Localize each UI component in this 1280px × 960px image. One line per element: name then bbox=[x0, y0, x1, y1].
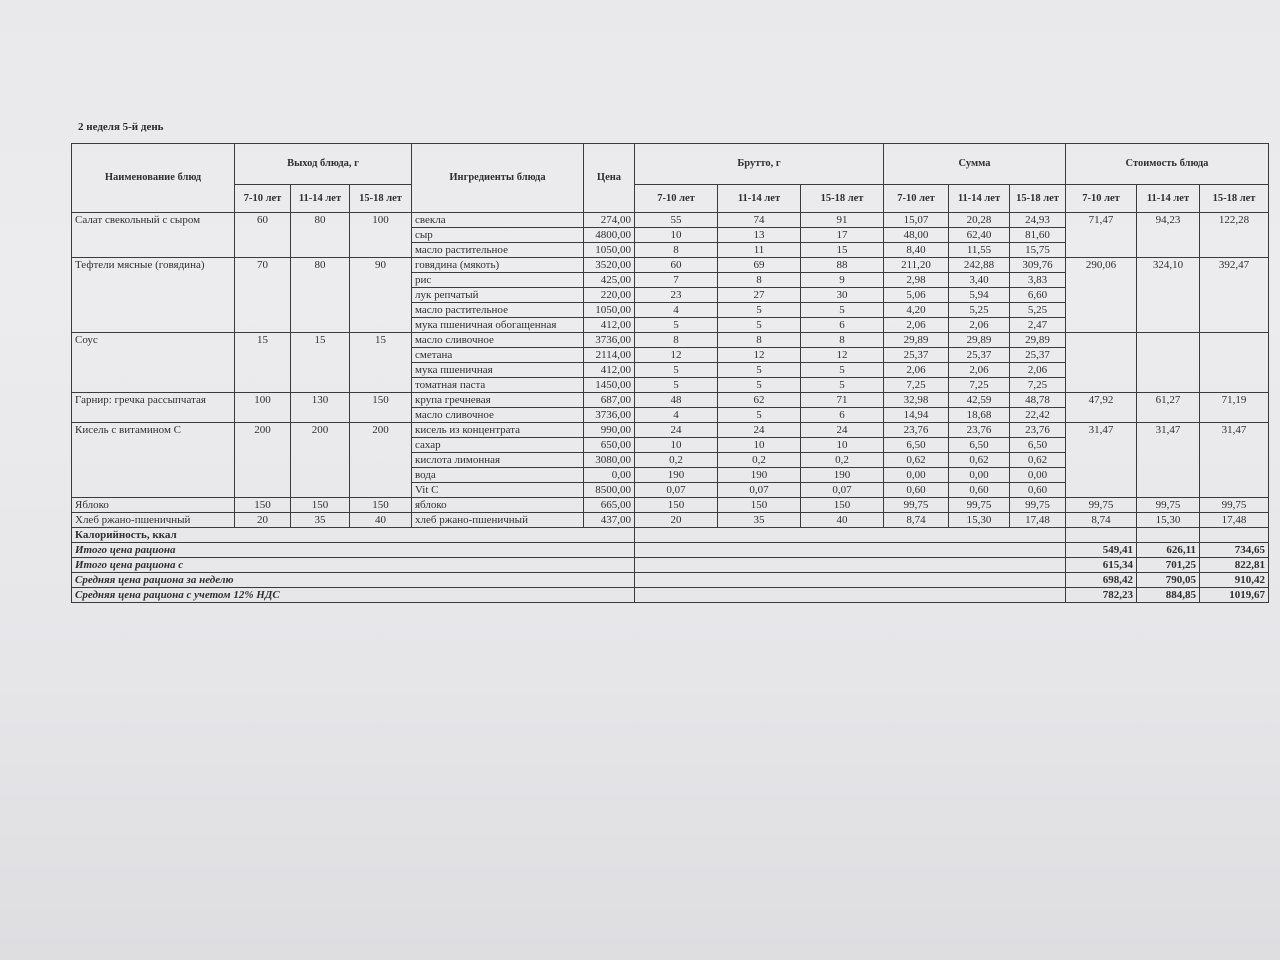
ingredient-price: 2114,00 bbox=[584, 348, 635, 363]
ingredient-price: 274,00 bbox=[584, 213, 635, 228]
ingredient-sum: 309,76 bbox=[1010, 258, 1066, 273]
summary-blank bbox=[635, 588, 1066, 603]
ingredient-brutto: 13 bbox=[718, 228, 801, 243]
dish-cost: 324,10 bbox=[1137, 258, 1200, 333]
table-row bbox=[72, 423, 1269, 438]
ingredient-sum: 2,06 bbox=[949, 318, 1010, 333]
ingredient-brutto: 190 bbox=[635, 468, 718, 483]
dish-cost: 71,19 bbox=[1200, 393, 1269, 423]
ingredient-brutto: 0,07 bbox=[801, 483, 884, 498]
ingredient-brutto: 4 bbox=[635, 303, 718, 318]
ingredient-price: 1050,00 bbox=[584, 243, 635, 258]
ingredient-name: рис bbox=[412, 273, 584, 288]
ingredient-brutto: 5 bbox=[635, 363, 718, 378]
summary-blank bbox=[635, 558, 1066, 573]
summary-row bbox=[72, 543, 1269, 558]
table-row bbox=[72, 498, 1269, 513]
ingredient-brutto: 8 bbox=[635, 243, 718, 258]
ingredient-price: 412,00 bbox=[584, 363, 635, 378]
ingredient-brutto: 190 bbox=[801, 468, 884, 483]
header-age: 15-18 лет bbox=[350, 185, 412, 213]
ingredient-brutto: 10 bbox=[718, 438, 801, 453]
summary-row bbox=[72, 528, 1269, 543]
ingredient-name: говядина (мякоть) bbox=[412, 258, 584, 273]
ingredient-brutto: 20 bbox=[635, 513, 718, 528]
ingredient-brutto: 5 bbox=[801, 363, 884, 378]
dish-yield: 130 bbox=[291, 393, 350, 423]
ingredient-brutto: 12 bbox=[718, 348, 801, 363]
ingredient-brutto: 5 bbox=[718, 363, 801, 378]
ingredient-brutto: 0,2 bbox=[718, 453, 801, 468]
ingredient-price: 220,00 bbox=[584, 288, 635, 303]
ingredient-brutto: 6 bbox=[801, 408, 884, 423]
ingredient-brutto: 17 bbox=[801, 228, 884, 243]
ingredient-name: кисель из концентрата bbox=[412, 423, 584, 438]
ingredient-brutto: 30 bbox=[801, 288, 884, 303]
summary-value bbox=[1200, 528, 1269, 543]
ingredient-name: Vit C bbox=[412, 483, 584, 498]
ingredient-sum: 2,98 bbox=[884, 273, 949, 288]
dish-cost: 61,27 bbox=[1137, 393, 1200, 423]
summary-value: 734,65 bbox=[1200, 543, 1269, 558]
dish-yield: 35 bbox=[291, 513, 350, 528]
dish-cost: 31,47 bbox=[1137, 423, 1200, 498]
ingredient-brutto: 24 bbox=[801, 423, 884, 438]
ingredient-brutto: 8 bbox=[635, 333, 718, 348]
ingredient-brutto: 88 bbox=[801, 258, 884, 273]
ingredient-sum: 0,60 bbox=[1010, 483, 1066, 498]
ingredient-name: сахар bbox=[412, 438, 584, 453]
ingredient-brutto: 62 bbox=[718, 393, 801, 408]
dish-cost: 99,75 bbox=[1066, 498, 1137, 513]
ingredient-brutto: 12 bbox=[635, 348, 718, 363]
summary-value bbox=[1066, 528, 1137, 543]
dish-name: Хлеб ржано-пшеничный bbox=[72, 513, 235, 528]
ingredient-brutto: 91 bbox=[801, 213, 884, 228]
dish-yield: 150 bbox=[350, 393, 412, 423]
ingredient-brutto: 69 bbox=[718, 258, 801, 273]
ingredient-name: масло сливочное bbox=[412, 333, 584, 348]
ingredient-price: 3736,00 bbox=[584, 408, 635, 423]
ingredient-sum: 242,88 bbox=[949, 258, 1010, 273]
dish-yield: 80 bbox=[291, 213, 350, 258]
ingredient-sum: 99,75 bbox=[949, 498, 1010, 513]
dish-cost: 15,30 bbox=[1137, 513, 1200, 528]
ingredient-sum: 4,20 bbox=[884, 303, 949, 318]
ingredient-sum: 5,94 bbox=[949, 288, 1010, 303]
ingredient-sum: 6,50 bbox=[1010, 438, 1066, 453]
ingredient-sum: 2,06 bbox=[949, 363, 1010, 378]
table-row bbox=[72, 213, 1269, 228]
dish-yield: 150 bbox=[291, 498, 350, 513]
ingredient-brutto: 0,07 bbox=[635, 483, 718, 498]
ingredient-brutto: 74 bbox=[718, 213, 801, 228]
dish-name: Соус bbox=[72, 333, 235, 393]
ingredient-name: масло растительное bbox=[412, 243, 584, 258]
ingredient-price: 3520,00 bbox=[584, 258, 635, 273]
ingredient-name: крупа гречневая bbox=[412, 393, 584, 408]
ingredient-brutto: 7 bbox=[635, 273, 718, 288]
header-yield: Выход блюда, г bbox=[235, 144, 412, 185]
header-age: 15-18 лет bbox=[801, 185, 884, 213]
ingredient-sum: 0,60 bbox=[884, 483, 949, 498]
ingredient-sum: 99,75 bbox=[1010, 498, 1066, 513]
table-row bbox=[72, 513, 1269, 528]
dish-yield: 90 bbox=[350, 258, 412, 333]
ingredient-sum: 17,48 bbox=[1010, 513, 1066, 528]
table-row bbox=[72, 333, 1269, 348]
summary-label: Средняя цена рациона за неделю bbox=[72, 573, 635, 588]
summary-value: 1019,67 bbox=[1200, 588, 1269, 603]
ingredient-price: 650,00 bbox=[584, 438, 635, 453]
dish-name: Яблоко bbox=[72, 498, 235, 513]
ingredient-sum: 15,30 bbox=[949, 513, 1010, 528]
ingredient-brutto: 9 bbox=[801, 273, 884, 288]
table-body bbox=[72, 213, 1269, 528]
dish-yield: 40 bbox=[350, 513, 412, 528]
ingredient-brutto: 10 bbox=[801, 438, 884, 453]
ingredient-sum: 62,40 bbox=[949, 228, 1010, 243]
ingredient-brutto: 8 bbox=[718, 273, 801, 288]
header-age: 15-18 лет bbox=[1010, 185, 1066, 213]
summary-value: 698,42 bbox=[1066, 573, 1137, 588]
ingredient-name: сыр bbox=[412, 228, 584, 243]
dish-yield: 15 bbox=[291, 333, 350, 393]
ingredient-sum: 0,60 bbox=[949, 483, 1010, 498]
ingredient-brutto: 11 bbox=[718, 243, 801, 258]
ingredient-sum: 29,89 bbox=[884, 333, 949, 348]
dish-cost: 17,48 bbox=[1200, 513, 1269, 528]
summary-blank bbox=[635, 528, 1066, 543]
ingredient-brutto: 8 bbox=[718, 333, 801, 348]
ingredient-price: 8500,00 bbox=[584, 483, 635, 498]
ingredient-brutto: 40 bbox=[801, 513, 884, 528]
ingredient-brutto: 10 bbox=[635, 438, 718, 453]
summary-row bbox=[72, 573, 1269, 588]
ingredient-sum: 0,00 bbox=[949, 468, 1010, 483]
dish-yield: 150 bbox=[235, 498, 291, 513]
ingredient-brutto: 4 bbox=[635, 408, 718, 423]
ingredient-sum: 0,62 bbox=[949, 453, 1010, 468]
dish-cost: 392,47 bbox=[1200, 258, 1269, 333]
dish-cost: 122,28 bbox=[1200, 213, 1269, 258]
ingredient-sum: 48,78 bbox=[1010, 393, 1066, 408]
ingredient-sum: 20,28 bbox=[949, 213, 1010, 228]
summary-value: 884,85 bbox=[1137, 588, 1200, 603]
dish-yield: 200 bbox=[235, 423, 291, 498]
table-row bbox=[72, 393, 1269, 408]
header-age: 7-10 лет bbox=[235, 185, 291, 213]
ingredient-sum: 23,76 bbox=[1010, 423, 1066, 438]
dish-cost bbox=[1200, 333, 1269, 393]
ingredient-name: вода bbox=[412, 468, 584, 483]
ingredient-sum: 5,25 bbox=[949, 303, 1010, 318]
ingredient-brutto: 5 bbox=[718, 318, 801, 333]
table-header-row bbox=[72, 144, 1269, 185]
dish-yield: 60 bbox=[235, 213, 291, 258]
ingredient-sum: 23,76 bbox=[949, 423, 1010, 438]
summary-row bbox=[72, 558, 1269, 573]
ingredient-brutto: 5 bbox=[718, 378, 801, 393]
ingredient-brutto: 150 bbox=[801, 498, 884, 513]
ingredient-sum: 0,00 bbox=[1010, 468, 1066, 483]
ingredient-sum: 2,06 bbox=[884, 363, 949, 378]
ingredient-price: 687,00 bbox=[584, 393, 635, 408]
ingredient-brutto: 10 bbox=[635, 228, 718, 243]
dish-yield: 200 bbox=[291, 423, 350, 498]
summary-value: 626,11 bbox=[1137, 543, 1200, 558]
summary-value bbox=[1137, 528, 1200, 543]
ingredient-brutto: 15 bbox=[801, 243, 884, 258]
ingredient-brutto: 190 bbox=[718, 468, 801, 483]
dish-yield: 150 bbox=[350, 498, 412, 513]
ingredient-brutto: 0,2 bbox=[801, 453, 884, 468]
header-age: 11-14 лет bbox=[1137, 185, 1200, 213]
dish-name: Салат свекольный с сыром bbox=[72, 213, 235, 258]
header-brutto: Брутто, г bbox=[635, 144, 884, 185]
dish-cost bbox=[1137, 333, 1200, 393]
ingredient-sum: 0,62 bbox=[1010, 453, 1066, 468]
dish-yield: 20 bbox=[235, 513, 291, 528]
ingredient-sum: 24,93 bbox=[1010, 213, 1066, 228]
ingredient-sum: 3,40 bbox=[949, 273, 1010, 288]
ingredient-sum: 11,55 bbox=[949, 243, 1010, 258]
ingredient-sum: 25,37 bbox=[949, 348, 1010, 363]
dish-cost: 31,47 bbox=[1066, 423, 1137, 498]
ingredient-brutto: 8 bbox=[801, 333, 884, 348]
header-price: Цена bbox=[584, 144, 635, 213]
ingredient-price: 665,00 bbox=[584, 498, 635, 513]
ingredient-brutto: 6 bbox=[801, 318, 884, 333]
dish-cost: 71,47 bbox=[1066, 213, 1137, 258]
ingredient-sum: 15,75 bbox=[1010, 243, 1066, 258]
summary-value: 822,81 bbox=[1200, 558, 1269, 573]
ingredient-brutto: 5 bbox=[801, 303, 884, 318]
summary-value: 701,25 bbox=[1137, 558, 1200, 573]
dish-yield: 200 bbox=[350, 423, 412, 498]
header-age: 11-14 лет bbox=[291, 185, 350, 213]
header-cost: Стоимость блюда bbox=[1066, 144, 1269, 185]
ingredient-sum: 7,25 bbox=[949, 378, 1010, 393]
summary-row bbox=[72, 588, 1269, 603]
ingredient-brutto: 60 bbox=[635, 258, 718, 273]
ingredient-sum: 14,94 bbox=[884, 408, 949, 423]
table-subheader-row bbox=[72, 185, 1269, 213]
summary-blank bbox=[635, 543, 1066, 558]
header-age: 11-14 лет bbox=[718, 185, 801, 213]
summary-value: 910,42 bbox=[1200, 573, 1269, 588]
header-age: 11-14 лет bbox=[949, 185, 1010, 213]
ingredient-sum: 2,47 bbox=[1010, 318, 1066, 333]
ingredient-price: 1050,00 bbox=[584, 303, 635, 318]
ingredient-price: 412,00 bbox=[584, 318, 635, 333]
ingredient-brutto: 5 bbox=[718, 408, 801, 423]
ingredient-sum: 22,42 bbox=[1010, 408, 1066, 423]
header-age: 7-10 лет bbox=[1066, 185, 1137, 213]
ingredient-brutto: 5 bbox=[801, 378, 884, 393]
ingredient-sum: 0,00 bbox=[884, 468, 949, 483]
ingredient-price: 990,00 bbox=[584, 423, 635, 438]
ingredient-name: сметана bbox=[412, 348, 584, 363]
ingredient-sum: 25,37 bbox=[1010, 348, 1066, 363]
ingredient-brutto: 71 bbox=[801, 393, 884, 408]
ingredient-sum: 6,60 bbox=[1010, 288, 1066, 303]
dish-yield: 80 bbox=[291, 258, 350, 333]
ingredient-price: 4800,00 bbox=[584, 228, 635, 243]
ingredient-brutto: 35 bbox=[718, 513, 801, 528]
ingredient-brutto: 150 bbox=[718, 498, 801, 513]
summary-blank bbox=[635, 573, 1066, 588]
dish-cost: 99,75 bbox=[1200, 498, 1269, 513]
ingredient-price: 3080,00 bbox=[584, 453, 635, 468]
dish-cost: 47,92 bbox=[1066, 393, 1137, 423]
ingredient-sum: 7,25 bbox=[884, 378, 949, 393]
ingredient-sum: 6,50 bbox=[949, 438, 1010, 453]
summary-label: Итого цена рациона с bbox=[72, 558, 635, 573]
ingredient-sum: 42,59 bbox=[949, 393, 1010, 408]
ingredient-name: мука пшеничная обогащенная bbox=[412, 318, 584, 333]
table-row bbox=[72, 258, 1269, 273]
dish-cost: 99,75 bbox=[1137, 498, 1200, 513]
ingredient-sum: 0,62 bbox=[884, 453, 949, 468]
header-dish: Наименование блюд bbox=[72, 144, 235, 213]
ingredient-name: хлеб ржано-пшеничный bbox=[412, 513, 584, 528]
header-age: 15-18 лет bbox=[1200, 185, 1269, 213]
ingredient-sum: 7,25 bbox=[1010, 378, 1066, 393]
ingredient-sum: 5,06 bbox=[884, 288, 949, 303]
dish-name: Кисель с витамином С bbox=[72, 423, 235, 498]
ingredient-name: лук репчатый bbox=[412, 288, 584, 303]
dish-cost bbox=[1066, 333, 1137, 393]
ingredient-sum: 29,89 bbox=[1010, 333, 1066, 348]
ingredient-brutto: 5 bbox=[635, 378, 718, 393]
dish-name: Тефтели мясные (говядина) bbox=[72, 258, 235, 333]
dish-yield: 100 bbox=[235, 393, 291, 423]
summary-value: 790,05 bbox=[1137, 573, 1200, 588]
ingredient-sum: 99,75 bbox=[884, 498, 949, 513]
dish-cost: 290,06 bbox=[1066, 258, 1137, 333]
ingredient-brutto: 150 bbox=[635, 498, 718, 513]
ingredient-brutto: 0,2 bbox=[635, 453, 718, 468]
ingredient-sum: 18,68 bbox=[949, 408, 1010, 423]
dish-yield: 100 bbox=[350, 213, 412, 258]
document-title: 2 неделя 5-й день bbox=[78, 121, 164, 133]
dish-name: Гарнир: гречка рассыпчатая bbox=[72, 393, 235, 423]
summary-value: 782,23 bbox=[1066, 588, 1137, 603]
dish-cost: 8,74 bbox=[1066, 513, 1137, 528]
ingredient-brutto: 27 bbox=[718, 288, 801, 303]
ingredient-brutto: 12 bbox=[801, 348, 884, 363]
ingredient-brutto: 24 bbox=[718, 423, 801, 438]
ingredient-sum: 25,37 bbox=[884, 348, 949, 363]
ingredient-name: масло растительное bbox=[412, 303, 584, 318]
ingredient-brutto: 5 bbox=[635, 318, 718, 333]
menu-cost-table bbox=[71, 143, 1269, 603]
header-ingredients: Ингредиенты блюда bbox=[412, 144, 584, 213]
ingredient-price: 437,00 bbox=[584, 513, 635, 528]
header-sum: Сумма bbox=[884, 144, 1066, 185]
summary-label: Калорийность, ккал bbox=[72, 528, 635, 543]
ingredient-brutto: 48 bbox=[635, 393, 718, 408]
ingredient-price: 3736,00 bbox=[584, 333, 635, 348]
ingredient-price: 425,00 bbox=[584, 273, 635, 288]
summary-body bbox=[72, 528, 1269, 603]
ingredient-sum: 8,74 bbox=[884, 513, 949, 528]
ingredient-sum: 81,60 bbox=[1010, 228, 1066, 243]
ingredient-price: 0,00 bbox=[584, 468, 635, 483]
header-age: 7-10 лет bbox=[635, 185, 718, 213]
ingredient-name: кислота лимонная bbox=[412, 453, 584, 468]
ingredient-name: свекла bbox=[412, 213, 584, 228]
ingredient-sum: 8,40 bbox=[884, 243, 949, 258]
ingredient-sum: 6,50 bbox=[884, 438, 949, 453]
ingredient-sum: 15,07 bbox=[884, 213, 949, 228]
dish-cost: 31,47 bbox=[1200, 423, 1269, 498]
ingredient-name: масло сливочное bbox=[412, 408, 584, 423]
ingredient-brutto: 0,07 bbox=[718, 483, 801, 498]
ingredient-sum: 2,06 bbox=[884, 318, 949, 333]
dish-yield: 70 bbox=[235, 258, 291, 333]
ingredient-price: 1450,00 bbox=[584, 378, 635, 393]
ingredient-sum: 48,00 bbox=[884, 228, 949, 243]
summary-value: 615,34 bbox=[1066, 558, 1137, 573]
ingredient-brutto: 5 bbox=[718, 303, 801, 318]
ingredient-brutto: 23 bbox=[635, 288, 718, 303]
ingredient-sum: 2,06 bbox=[1010, 363, 1066, 378]
dish-cost: 94,23 bbox=[1137, 213, 1200, 258]
ingredient-sum: 23,76 bbox=[884, 423, 949, 438]
ingredient-sum: 32,98 bbox=[884, 393, 949, 408]
header-age: 7-10 лет bbox=[884, 185, 949, 213]
summary-label: Итого цена рациона bbox=[72, 543, 635, 558]
ingredient-sum: 29,89 bbox=[949, 333, 1010, 348]
ingredient-brutto: 24 bbox=[635, 423, 718, 438]
ingredient-name: яблоко bbox=[412, 498, 584, 513]
ingredient-brutto: 55 bbox=[635, 213, 718, 228]
ingredient-name: мука пшеничная bbox=[412, 363, 584, 378]
ingredient-name: томатная паста bbox=[412, 378, 584, 393]
ingredient-sum: 211,20 bbox=[884, 258, 949, 273]
dish-yield: 15 bbox=[235, 333, 291, 393]
dish-yield: 15 bbox=[350, 333, 412, 393]
ingredient-sum: 5,25 bbox=[1010, 303, 1066, 318]
summary-value: 549,41 bbox=[1066, 543, 1137, 558]
summary-label: Средняя цена рациона с учетом 12% НДС bbox=[72, 588, 635, 603]
ingredient-sum: 3,83 bbox=[1010, 273, 1066, 288]
